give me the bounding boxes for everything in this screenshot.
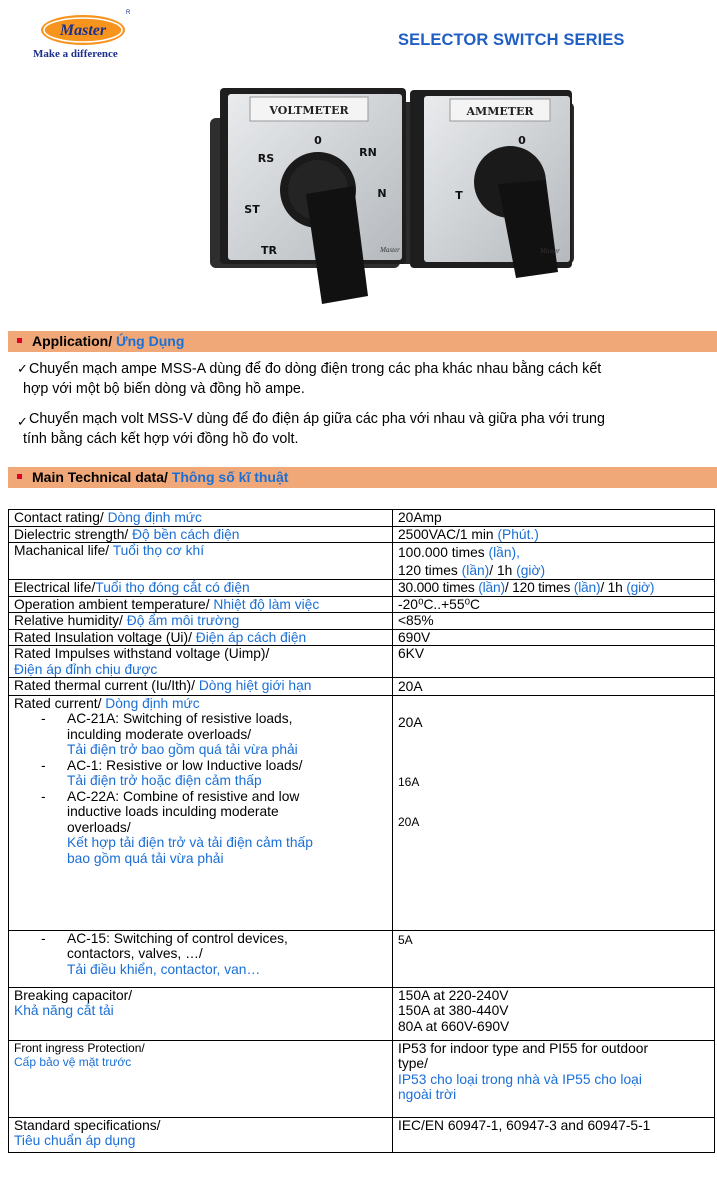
- table-row: Rated Insulation voltage (Ui)/ Điện áp cách điện 690V: [9, 629, 715, 646]
- table-row: Relative humidity/ Độ ẩm môi trường <85%: [9, 613, 715, 630]
- brand-tagline: Make a difference: [33, 48, 118, 60]
- svg-text:Master: Master: [540, 247, 560, 255]
- table-row: Rated thermal current (Iu/Ith)/ Dòng hiệt giới hạn 20A: [9, 678, 715, 696]
- application-item: ✓ Chuyển mạch volt MSS-V dùng để đo điện áp giữa các pha với nhau và giữa pha với trung tính bằng cách kết hợp với đồng hồ đo volt.: [17, 411, 605, 447]
- table-row: Operation ambient temperature/ Nhiệt độ làm việc -20⁰C..+55⁰C: [9, 596, 715, 613]
- svg-text:N: N: [377, 187, 387, 200]
- table-row: Rated Impulses withstand voltage (Uimp)/ Điện áp đỉnh chịu được 6KV: [9, 646, 715, 678]
- spec-table: [8, 509, 715, 1153]
- ammeter-switch: [396, 90, 574, 278]
- table-row: Front ingress Protection/ Cấp bảo vệ mặt trước IP53 for indoor type and PI55 for outdoor type/ IP53 cho loại trong nhà và IP55 cho loại ngoài trời: [9, 1040, 715, 1117]
- check-icon: ✓: [17, 414, 28, 429]
- bullet-icon: [17, 474, 22, 479]
- brand-name: Master: [59, 22, 107, 39]
- voltmeter-label: VOLTMETER: [269, 104, 349, 117]
- svg-text:Master: Master: [380, 246, 400, 254]
- table-row: Contact rating/ Dòng định mức 20Amp: [9, 510, 715, 527]
- application-item: ✓ Chuyển mạch ampe MSS-A dùng để đo dòng điện trong các pha khác nhau bằng cách kết hợp với một bộ biến dòng và đồng hồ ampe.: [17, 361, 602, 397]
- svg-text:0: 0: [518, 134, 526, 147]
- application-heading: Application/ Ứng Dụng: [8, 331, 717, 352]
- table-row: - AC-15: Switching of control devices, contactors, valves, …/ Tải điều khiển, contactor, van… 5A: [9, 930, 715, 987]
- svg-text:RN: RN: [359, 146, 377, 159]
- table-row: Rated current/ Dòng định mức - AC-21A: Switching of resistive loads, inculding moderate overloads/ Tải điện trở bao gồm quá tải vừa phải - AC-1: Resistive or low Inductive loads/ Tải điện trở hoặc điện cảm thấp - AC-22A: Combine of resistive and low inductive loads inculding moderate overloads/ Kết hợp tải điện trở và tải điện cảm thấp bao gồm quá tải vừa phải 20A 16A 20A: [9, 695, 715, 930]
- svg-text:0: 0: [314, 134, 322, 147]
- svg-text:RS: RS: [257, 152, 275, 165]
- table-row: Machanical life/ Tuổi thọ cơ khí 100.000 times (lần), 120 times (lần)/ 1h (giờ): [9, 543, 715, 580]
- svg-text:T: T: [455, 189, 463, 202]
- table-row: Dielectric strength/ Độ bền cách điện 2500VAC/1 min (Phút.): [9, 526, 715, 543]
- bullet-icon: [17, 338, 22, 343]
- tech-heading: Main Technical data/ Thông số kĩ thuật: [8, 467, 717, 488]
- voltmeter-switch: [210, 88, 406, 304]
- table-row: Breaking capacitor/ Khả năng cắt tải 150A at 220-240V 150A at 380-440V 80A at 660V-690V: [9, 987, 715, 1040]
- registered-mark: R: [126, 10, 131, 16]
- page-title: SELECTOR SWITCH SERIES: [398, 31, 625, 49]
- svg-text:TR: TR: [261, 244, 277, 257]
- table-row: Electrical life/Tuổi thọ đóng cắt có điện 30.000 times (lần)/ 120 times (lần)/ 1h (giờ): [9, 580, 715, 597]
- table-row: Standard specifications/ Tiêu chuẩn áp dụng IEC/EN 60947-1, 60947-3 and 60947-5-1: [9, 1117, 715, 1152]
- ammeter-label: AMMETER: [466, 105, 534, 118]
- product-photo: [210, 82, 575, 312]
- check-icon: ✓: [17, 361, 28, 376]
- svg-text:ST: ST: [244, 203, 260, 216]
